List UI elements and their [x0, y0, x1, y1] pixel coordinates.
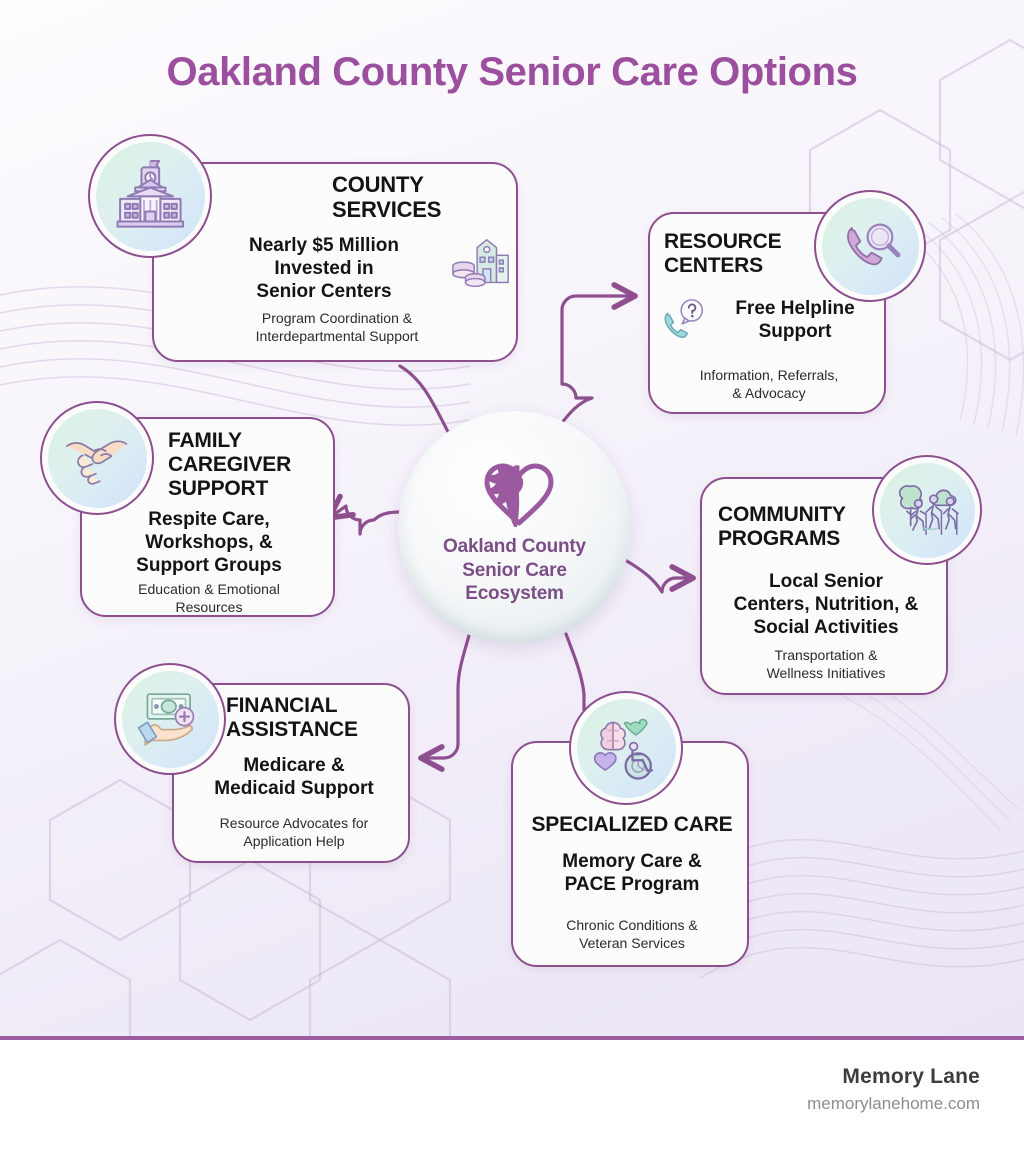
heading-line: FINANCIAL — [226, 694, 338, 717]
stat-line: Medicare & — [243, 755, 345, 776]
stat-line: Invested in — [274, 257, 374, 279]
sub-line: Resources — [175, 598, 243, 615]
heading-line: FAMILY — [168, 429, 242, 452]
stat-line: PACE Program — [564, 873, 700, 895]
stat-line: Free Helpline — [735, 298, 855, 319]
heading-line: SUPPORT — [168, 476, 269, 500]
phone-question-icon — [660, 296, 710, 344]
helping-hands-icon — [40, 401, 154, 515]
page-title: Oakland County Senior Care Options — [166, 50, 858, 94]
node-community-programs[interactable] — [700, 477, 948, 695]
node-stat — [178, 755, 410, 801]
sub-line: Education & Emotional — [138, 581, 280, 597]
node-heading — [168, 429, 330, 501]
hub-label-line: Oakland County — [443, 536, 586, 558]
heading-line: COMMUNITY — [718, 503, 846, 526]
node-heading — [332, 172, 512, 222]
heading-line: COUNTY — [332, 172, 424, 197]
node-sub — [178, 815, 410, 850]
node-financial-assistance[interactable] — [172, 683, 410, 863]
center-hub[interactable] — [398, 411, 631, 644]
connector-to-county-services — [400, 366, 452, 440]
node-resource-centers[interactable] — [648, 212, 886, 414]
hub-label — [443, 535, 586, 606]
stat-line: Support Groups — [136, 554, 282, 576]
seniors-walking-park-icon — [872, 455, 982, 565]
node-stat — [515, 851, 749, 897]
stat-line: Support — [758, 320, 832, 342]
node-family-caregiver-support[interactable] — [80, 417, 335, 617]
oak-leaf-heart-icon — [467, 449, 563, 527]
node-heading — [513, 813, 751, 837]
phone-magnifier-icon — [814, 190, 926, 302]
heading-line: CAREGIVER — [168, 452, 292, 476]
sub-line: Resource Advocates for — [219, 815, 369, 831]
node-specialized-care[interactable] — [511, 741, 749, 967]
footer-url: memorylanehome.com — [807, 1094, 980, 1113]
sub-line: Interdepartmental Support — [255, 327, 419, 344]
brain-heart-wheelchair-icon — [569, 691, 683, 805]
node-sub — [86, 581, 332, 616]
connector-to-resource-centers — [552, 296, 632, 437]
heading-line: SERVICES — [332, 197, 442, 223]
sub-line: Veteran Services — [579, 934, 685, 951]
heading-line: RESOURCE — [664, 230, 782, 253]
money-building-icon — [450, 234, 512, 290]
stat-line: Local Senior — [768, 571, 884, 592]
sub-line: Transportation & — [774, 647, 878, 663]
footer-brand: Memory Lane — [842, 1065, 980, 1088]
stat-line: Memory Care & — [562, 851, 702, 872]
node-sub — [515, 917, 749, 952]
stat-line: Medicaid Support — [214, 777, 374, 799]
connector-to-financial-assistance — [424, 632, 470, 758]
connector-to-community-programs — [625, 560, 690, 592]
node-heading — [718, 503, 898, 551]
stat-line: Workshops, & — [145, 531, 273, 553]
stat-line: Centers, Nutrition, & — [733, 593, 919, 615]
sub-line: Program Coordination & — [261, 310, 413, 326]
node-stat — [706, 298, 884, 344]
node-sub — [706, 647, 946, 682]
heading-line: CENTERS — [664, 253, 763, 277]
footer-divider — [0, 1036, 1024, 1040]
hand-money-icon — [114, 663, 226, 775]
node-county-services[interactable] — [152, 162, 518, 362]
hub-label-line: Ecosystem — [465, 583, 564, 605]
sub-line: & Advocacy — [732, 384, 806, 401]
node-sub — [164, 310, 510, 345]
sub-line: Application Help — [243, 832, 345, 849]
sub-line: Information, Referrals, — [699, 367, 839, 383]
stat-line: Social Activities — [753, 616, 899, 638]
node-heading — [226, 694, 406, 742]
courthouse-icon — [88, 134, 212, 258]
node-stat — [164, 235, 484, 303]
heading-line: PROGRAMS — [718, 526, 841, 550]
hub-label-line: Senior Care — [462, 559, 567, 581]
connector-to-family-caregiver — [332, 506, 400, 534]
node-stat — [86, 509, 332, 577]
stat-line: Respite Care, — [148, 509, 270, 530]
heading-line: ASSISTANCE — [226, 717, 358, 741]
node-sub — [656, 367, 882, 402]
sub-line: Wellness Initiatives — [766, 664, 886, 681]
sub-line: Chronic Conditions & — [566, 917, 698, 933]
node-stat — [706, 571, 946, 639]
heading-line: SPECIALIZED CARE — [531, 813, 733, 836]
stat-line: Senior Centers — [256, 280, 392, 302]
node-heading — [664, 230, 824, 278]
stat-line: Nearly $5 Million — [249, 235, 399, 256]
